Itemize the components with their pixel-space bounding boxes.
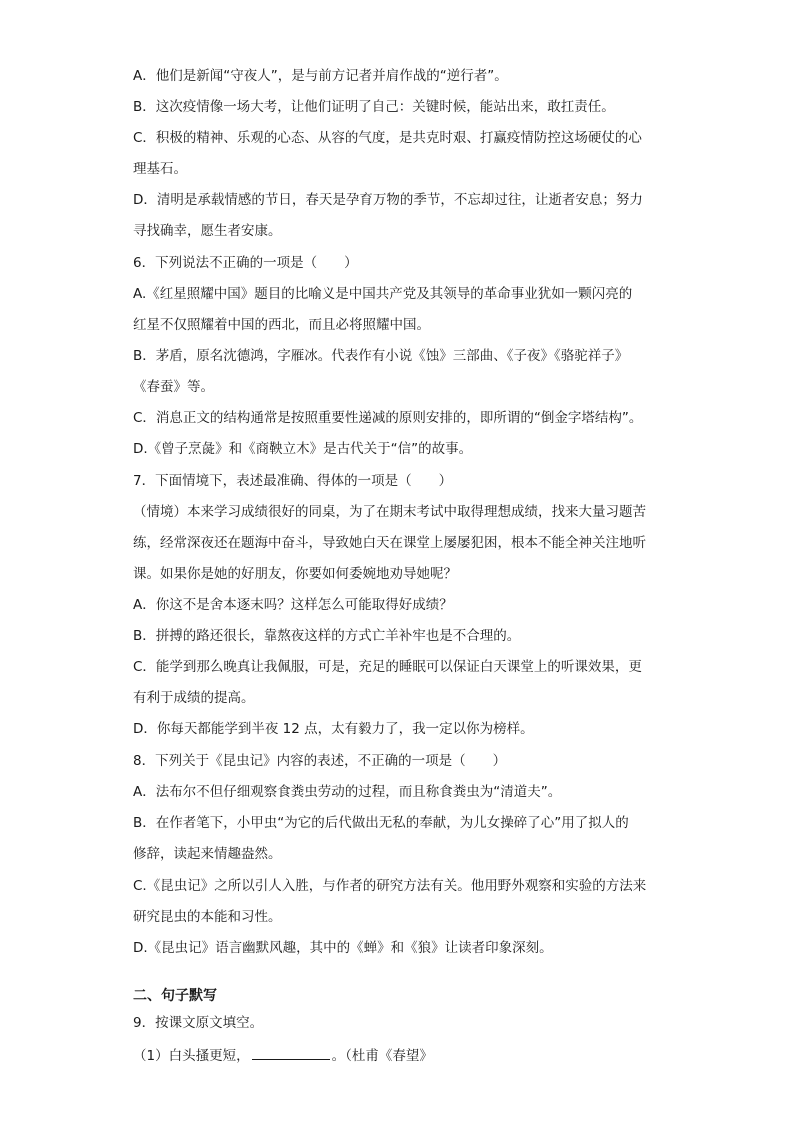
q7-stem: 7．下面情境下，表述最准确、得体的一项是（ ） [133,473,453,489]
q7-line: （情境）本来学习成绩很好的同桌，为了在期末考试中取得理想成绩，找来大量习题苦 [133,504,646,520]
q7-line: 课。如果你是她的好朋友，你要如何委婉地劝导她呢？ [133,566,457,582]
q8-line: 研究昆虫的本能和习性。 [133,909,282,925]
q9-1-line [133,1045,433,1066]
q7-line: B．拼搏的路还很长，靠熬夜这样的方式亡羊补牢也是不合理的。 [133,628,521,644]
section-title: 二、句子默写 [133,988,217,1004]
q5-option-d-line1: D．清明是承载情感的节日，春天是孕育万物的季节，不忘却过往，让逝者安息；努力 [133,192,643,208]
q7-line: A．你这不是舍本逐末吗？这样怎么可能取得好成绩？ [133,597,453,613]
q9-1-answer-blank[interactable] [252,1045,330,1060]
q6-line: 红星不仅照耀着中国的西北，而且必将照耀中国。 [133,317,430,333]
q7-line: C．能学到那么晚真让我佩服，可是，充足的睡眠可以保证白天课堂上的听课效果，更 [133,659,642,675]
q8-line: 修辞，读起来情趣盎然。 [133,846,282,862]
q5-option-d-line2: 寻找确幸，愿生者安康。 [133,223,282,239]
q8-line: C.《昆虫记》之所以引人入胜，与作者的研究方法有关。他用野外观察和实验的方法来 [133,878,647,894]
q6-line: A.《红星照耀中国》题目的比喻义是中国共产党及其领导的革命事业犹如一颗闪亮的 [133,286,633,302]
q6-line: D.《曾子烹彘》和《商鞅立木》是古代关于“信”的故事。 [133,441,473,457]
q5-option-c-line2: 理基石。 [133,161,187,177]
q6-line: C．消息正文的结构通常是按照重要性递减的原则安排的，即所谓的“倒金字塔结构”。 [133,410,643,426]
q5-option-c-line1: C．积极的精神、乐观的心态、从容的气度，是共克时艰、打赢疫情防控这场硬仗的心 [133,130,642,146]
q5-option-a: A．他们是新闻“守夜人”，是与前方记者并肩作战的“逆行者”。 [133,68,508,84]
q8-line: A．法布尔不但仔细观察食粪虫劳动的过程，而且称食粪虫为“清道夫”。 [133,784,562,800]
q7-line: D．你每天都能学到半夜 12 点，太有毅力了，我一定以你为榜样。 [133,721,534,737]
q9-1-prefix: （1）白头搔更短， [133,1048,250,1064]
q9-stem: 9．按课文原文填空。 [133,1015,264,1031]
q8-line: B．在作者笔下，小甲虫“为它的后代做出无私的奉献，为儿女操碎了心”用了拟人的 [133,815,629,831]
q8-line: D.《昆虫记》语言幽默风趣，其中的《蝉》和《狼》让读者印象深刻。 [133,940,553,956]
q6-line: B．茅盾，原名沈德鸿，字雁冰。代表作有小说《蚀》三部曲、《子夜》《骆驼祥子》 [133,348,629,364]
q6-line: 《春蚕》等。 [133,379,214,395]
q9-1-suffix: 。（杜甫《春望》 [331,1048,433,1064]
q5-option-b: B．这次疫情像一场大考，让他们证明了自己：关键时候，能站出来，敢扛责任。 [133,99,615,115]
q7-line: 有利于成绩的提高。 [133,690,255,706]
q6-stem: 6．下列说法不正确的一项是（ ） [133,255,358,271]
q7-line: 练，经常深夜还在题海中奋斗，导致她白天在课堂上屡屡犯困，根本不能全神关注地听 [133,535,646,551]
q8-stem: 8．下列关于《昆虫记》内容的表述，不正确的一项是（ ） [133,753,507,769]
